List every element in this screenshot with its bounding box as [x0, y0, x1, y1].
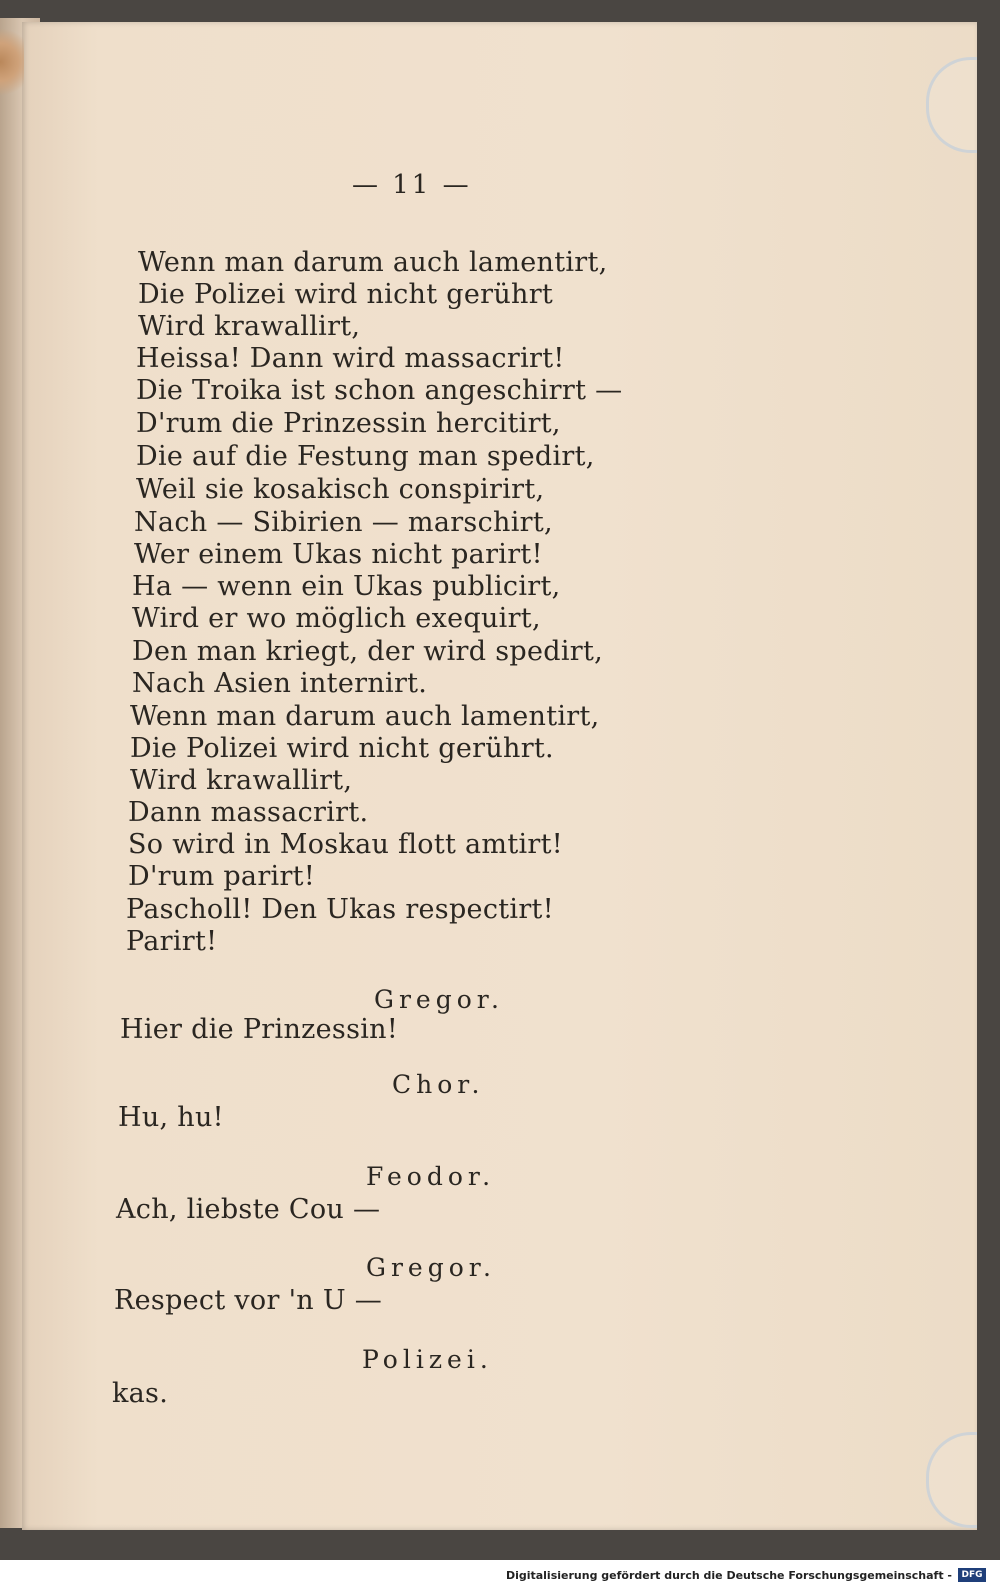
verse-line: Wird krawallirt, [130, 765, 353, 796]
speaker-name: Chor. [392, 1070, 485, 1099]
speaker-name: Gregor. [366, 1253, 496, 1282]
verse-line: Die Polizei wird nicht gerührt [138, 279, 554, 310]
funding-credit: Digitalisierung gefördert durch die Deutsche Forschungsgemeinschaft - [505, 1569, 952, 1582]
verse-line: Die auf die Festung man spedirt, [136, 441, 595, 472]
verse-line: Wenn man darum auch lamentirt, [130, 701, 600, 732]
edge-stain [0, 22, 24, 102]
dfg-logo: DFG [958, 1568, 986, 1582]
verse-line: Wird er wo möglich exequirt, [132, 603, 541, 634]
verse-line: Heissa! Dann wird massacrirt! [136, 343, 565, 374]
page-clip-bottom [926, 1432, 977, 1528]
speaker-name: Feodor. [366, 1162, 496, 1191]
verse-line: Nach — Sibirien — marschirt, [134, 507, 553, 538]
verse-line: Wenn man darum auch lamentirt, [138, 247, 608, 278]
verse-line: Weil sie kosakisch conspirirt, [136, 474, 545, 505]
verse-line: Dann massacrirt. [128, 797, 369, 828]
verse-line: Pascholl! Den Ukas respectirt! [126, 894, 554, 925]
verse-line: Ha — wenn ein Ukas publicirt, [132, 571, 561, 602]
dialogue-line: kas. [112, 1378, 169, 1409]
dialogue-line: Hier die Prinzessin! [120, 1014, 399, 1045]
verse-line: Die Polizei wird nicht gerührt. [130, 733, 554, 764]
verse-line: Die Troika ist schon angeschirrt — [136, 375, 623, 406]
page-clip-top [926, 57, 977, 153]
page-number: — 11 — [352, 170, 472, 200]
speaker-name: Gregor. [374, 985, 504, 1014]
speaker-name: Polizei. [362, 1345, 493, 1374]
dialogue-line: Hu, hu! [118, 1102, 224, 1133]
dialogue-line: Respect vor 'n U — [114, 1285, 383, 1316]
verse-line: D'rum die Prinzessin hercitirt, [136, 408, 561, 439]
verse-line: D'rum parirt! [128, 861, 315, 892]
verse-line: Den man kriegt, der wird spedirt, [132, 636, 603, 667]
dialogue-line: Ach, liebste Cou — [116, 1194, 381, 1225]
verse-line: So wird in Moskau flott amtirt! [128, 829, 563, 860]
verse-line: Wer einem Ukas nicht parirt! [134, 539, 543, 570]
verse-line: Nach Asien internirt. [132, 668, 428, 699]
verse-line: Wird krawallirt, [138, 311, 361, 342]
verse-line: Parirt! [126, 926, 218, 957]
